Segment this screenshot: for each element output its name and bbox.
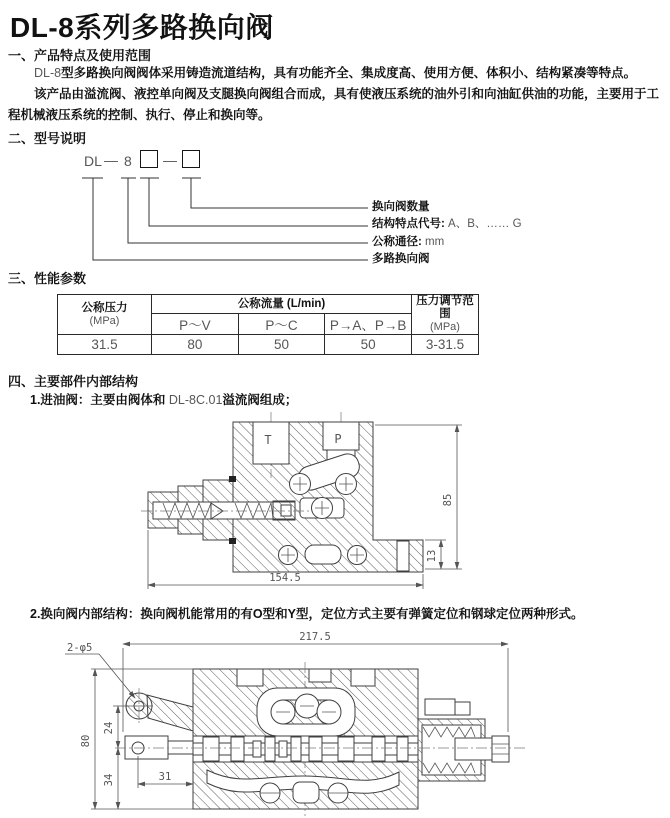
section4-item2: 2.换向阀内部结构：换向阀机能常用的有O型和Y型，定位方式主要有弹簧定位和钢球定位两种形式。 [30, 607, 584, 621]
value-range: 3-31.5 [412, 335, 479, 355]
dim-24: 24 [103, 721, 115, 735]
value-flow-pab: 50 [325, 335, 412, 355]
model-leader-lines [0, 140, 670, 270]
port-p-label: P [334, 432, 342, 446]
dim-31: 31 [158, 771, 172, 783]
model-callout-valve [372, 253, 430, 266]
section1-para2: 该产品由溢流阀、液控单向阀及支腿换向阀组合而成，具有使液压系统的油外引和向油缸供油的功能，主要用于工程机械液压系统的控制、执行、停止和换向等。 [8, 87, 660, 122]
callout-2-phi5: 2-φ5 [67, 642, 93, 654]
flow-sub-pc: P～C [238, 314, 325, 335]
para1-text: 型多路换向阀阀体采用铸造流道结构，具有功能齐全、集成度高、使用方便、体积小、结构紧凑等特点。 [61, 66, 637, 80]
model-dash-2: — [163, 152, 177, 168]
range-header-cell: 压力调节范围 (MPa) [412, 295, 479, 335]
flow-sub-pv: P～V [152, 314, 239, 335]
model-prefix: DL [84, 153, 102, 169]
callout-count-label: 换向阀数量 [372, 201, 430, 213]
model-callout-diameter: 公称通径: mm [372, 236, 445, 248]
section4-item1: 1.进油阀：主要由阀体和 DL-8C.01溢流阀组成； [30, 393, 298, 407]
section2-heading: 二、型号说明 [8, 131, 87, 146]
section3-heading: 三、性能参数 [8, 271, 87, 286]
dim-80: 80 [80, 734, 92, 748]
dim-217-5: 217.5 [299, 631, 331, 643]
section1-heading: 一、产品特点及使用范围 [8, 48, 152, 63]
callout-valve-label: 多路换向阀 [372, 253, 430, 265]
dim-34: 34 [103, 773, 115, 787]
callout-diameter-label: 公称通径: [372, 236, 426, 248]
model-callout-feature: 结构特点代号: A、B、…… G [372, 218, 522, 230]
pressure-header-cell: 公称压力 (MPa) [58, 295, 152, 335]
value-flow-pc: 50 [238, 335, 325, 355]
directional-valve-drawing [55, 624, 560, 818]
dim-85: 85 [442, 493, 454, 507]
model-size: 8 [124, 153, 132, 169]
dim-154-5: 154.5 [269, 572, 301, 584]
model-callout-count [372, 201, 430, 214]
callout-feature-label: 结构特点代号: [372, 218, 449, 230]
section4-heading: 四、主要部件内部结构 [8, 374, 139, 389]
section1-para1 [34, 63, 636, 84]
dim-13: 13 [426, 549, 438, 563]
relief-valve-code: DL-8C.01 [168, 393, 223, 407]
value-pressure: 31.5 [58, 335, 152, 355]
port-t-label: T [264, 433, 272, 447]
model-dash-1: — [104, 152, 118, 168]
model-code-inline: DL-8 [34, 66, 62, 80]
inlet-valve-drawing [135, 408, 470, 600]
page-title: DL-8系列多路换向阀 [10, 12, 274, 43]
flow-header-cell: 公称流量 (L/min) [152, 295, 412, 314]
flow-sub-pab: P→A、P→B [325, 314, 412, 335]
value-flow-pv: 80 [152, 335, 239, 355]
performance-table [57, 294, 479, 355]
